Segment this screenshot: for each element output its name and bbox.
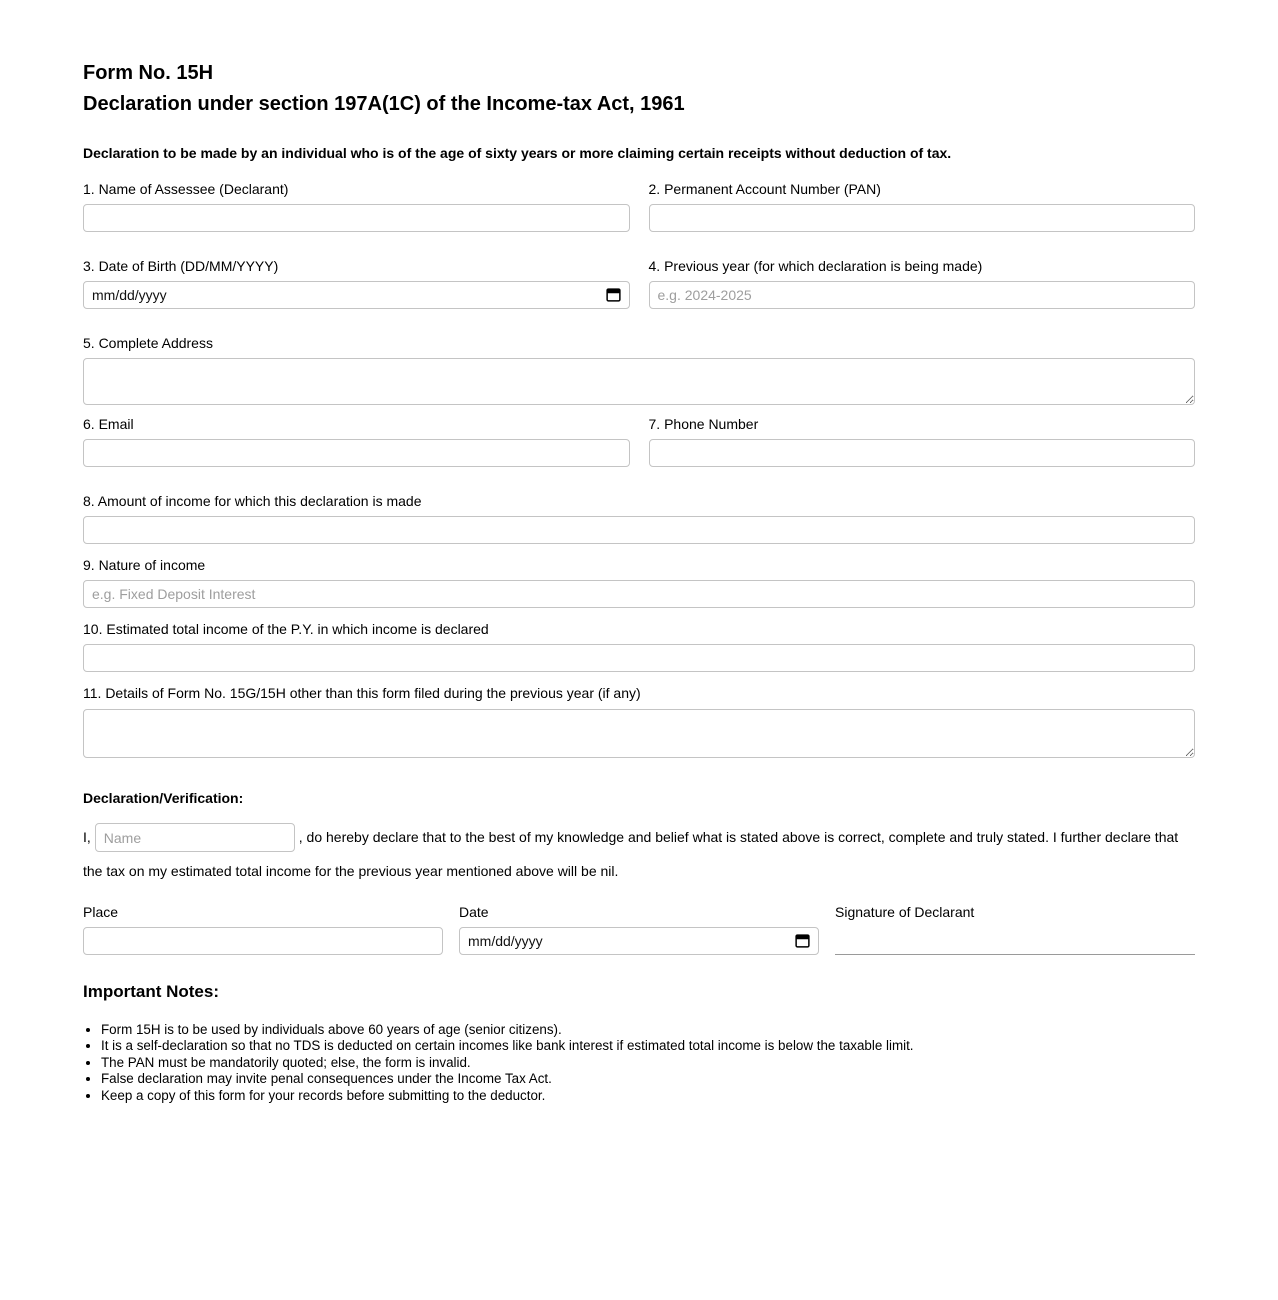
nature-input[interactable] — [83, 580, 1195, 608]
name-label: 1. Name of Assessee (Declarant) — [83, 180, 289, 197]
field-group-pan — [649, 181, 1196, 232]
dob-date-field — [83, 281, 630, 309]
form-subtitle: Declaration to be made by an individual who is of the age of sixty years or more claiming certain receipts without deduction of tax. — [83, 145, 952, 161]
declaration-prefix: I, — [83, 828, 91, 845]
field-group-other-forms — [83, 685, 1195, 757]
estimated-total-input[interactable] — [83, 644, 1195, 672]
declaration-paragraph — [83, 820, 1195, 888]
field-group-phone — [649, 416, 1196, 467]
place-label: Place — [83, 903, 119, 920]
note-item: • The PAN must be mandatorily quoted; else, the form is invalid. — [101, 1055, 1195, 1072]
field-group-estimated-total — [83, 621, 1195, 672]
email-input[interactable] — [83, 439, 630, 467]
notes-heading: Important Notes: — [83, 981, 219, 1001]
date-field — [459, 927, 819, 955]
address-label: 5. Complete Address — [83, 334, 213, 351]
other-forms-textarea[interactable] — [83, 709, 1195, 758]
field-group-email — [83, 416, 630, 467]
field-group-date — [459, 904, 819, 955]
declaration-heading: Declaration/Verification: — [83, 789, 244, 806]
dob-label: 3. Date of Birth (DD/MM/YYYY) — [83, 257, 279, 274]
signature-label: Signature of Declarant — [835, 903, 975, 920]
form-15h-page — [83, 0, 1195, 1105]
row-place-date-signature — [83, 904, 1195, 955]
amount-label: 8. Amount of income for which this declaration is made — [83, 493, 422, 510]
page-title — [83, 58, 1195, 120]
row-email-phone — [83, 416, 1195, 467]
notes-list — [83, 1022, 1195, 1105]
field-group-dob — [83, 258, 630, 309]
declarant-name-input[interactable] — [95, 823, 295, 852]
note-item: • Form 15H is to be used by individuals above 60 years of age (senior citizens). — [101, 1022, 1195, 1039]
phone-label: 7. Phone Number — [648, 416, 759, 433]
date-label: Date — [459, 903, 489, 920]
field-group-amount — [83, 493, 1195, 544]
signature-line — [835, 927, 1195, 955]
dob-input[interactable] — [83, 281, 630, 309]
row-dob-year — [83, 258, 1195, 309]
pan-input[interactable] — [649, 204, 1196, 232]
field-group-name — [83, 181, 630, 232]
amount-input[interactable] — [83, 516, 1195, 544]
field-group-signature — [835, 904, 1195, 955]
calendar-icon[interactable] — [795, 933, 810, 948]
field-group-previous-year — [649, 258, 1196, 309]
row-name-pan — [83, 181, 1195, 232]
declaration-text: , do hereby declare that to the best of my knowledge and belief what is stated above is correct, complete and truly stated. I further declare that the tax on my estimated total income for the previous year mentioned above will be nil. — [83, 828, 1179, 879]
field-group-address — [83, 335, 1195, 405]
previous-year-input[interactable] — [649, 281, 1196, 309]
note-item: • False declaration may invite penal consequences under the Income Tax Act. — [101, 1071, 1195, 1088]
note-item: • Keep a copy of this form for your records before submitting to the deductor. — [101, 1088, 1195, 1105]
email-label: 6. Email — [83, 416, 134, 433]
note-item: • It is a self-declaration so that no TDS is deducted on certain incomes like bank interest if estimated total income is below the taxable limit. — [101, 1038, 1195, 1055]
calendar-icon[interactable] — [606, 287, 621, 302]
date-input[interactable] — [459, 927, 819, 955]
estimated-total-label: 10. Estimated total income of the P.Y. in which income is declared — [83, 621, 489, 638]
address-textarea[interactable] — [83, 358, 1195, 405]
pan-label: 2. Permanent Account Number (PAN) — [648, 180, 881, 197]
previous-year-label: 4. Previous year (for which declaration is being made) — [648, 257, 983, 274]
field-group-place — [83, 904, 443, 955]
form-number: Form No. 15H — [83, 62, 214, 84]
place-input[interactable] — [83, 927, 443, 955]
form-title-text: Declaration under section 197A(1C) of the Income-tax Act, 1961 — [83, 93, 685, 115]
name-input[interactable] — [83, 204, 630, 232]
phone-input[interactable] — [649, 439, 1196, 467]
field-group-nature — [83, 557, 1195, 608]
other-forms-label: 11. Details of Form No. 15G/15H other than this form filed during the previous year (if any) — [83, 685, 641, 702]
nature-label: 9. Nature of income — [83, 557, 206, 574]
